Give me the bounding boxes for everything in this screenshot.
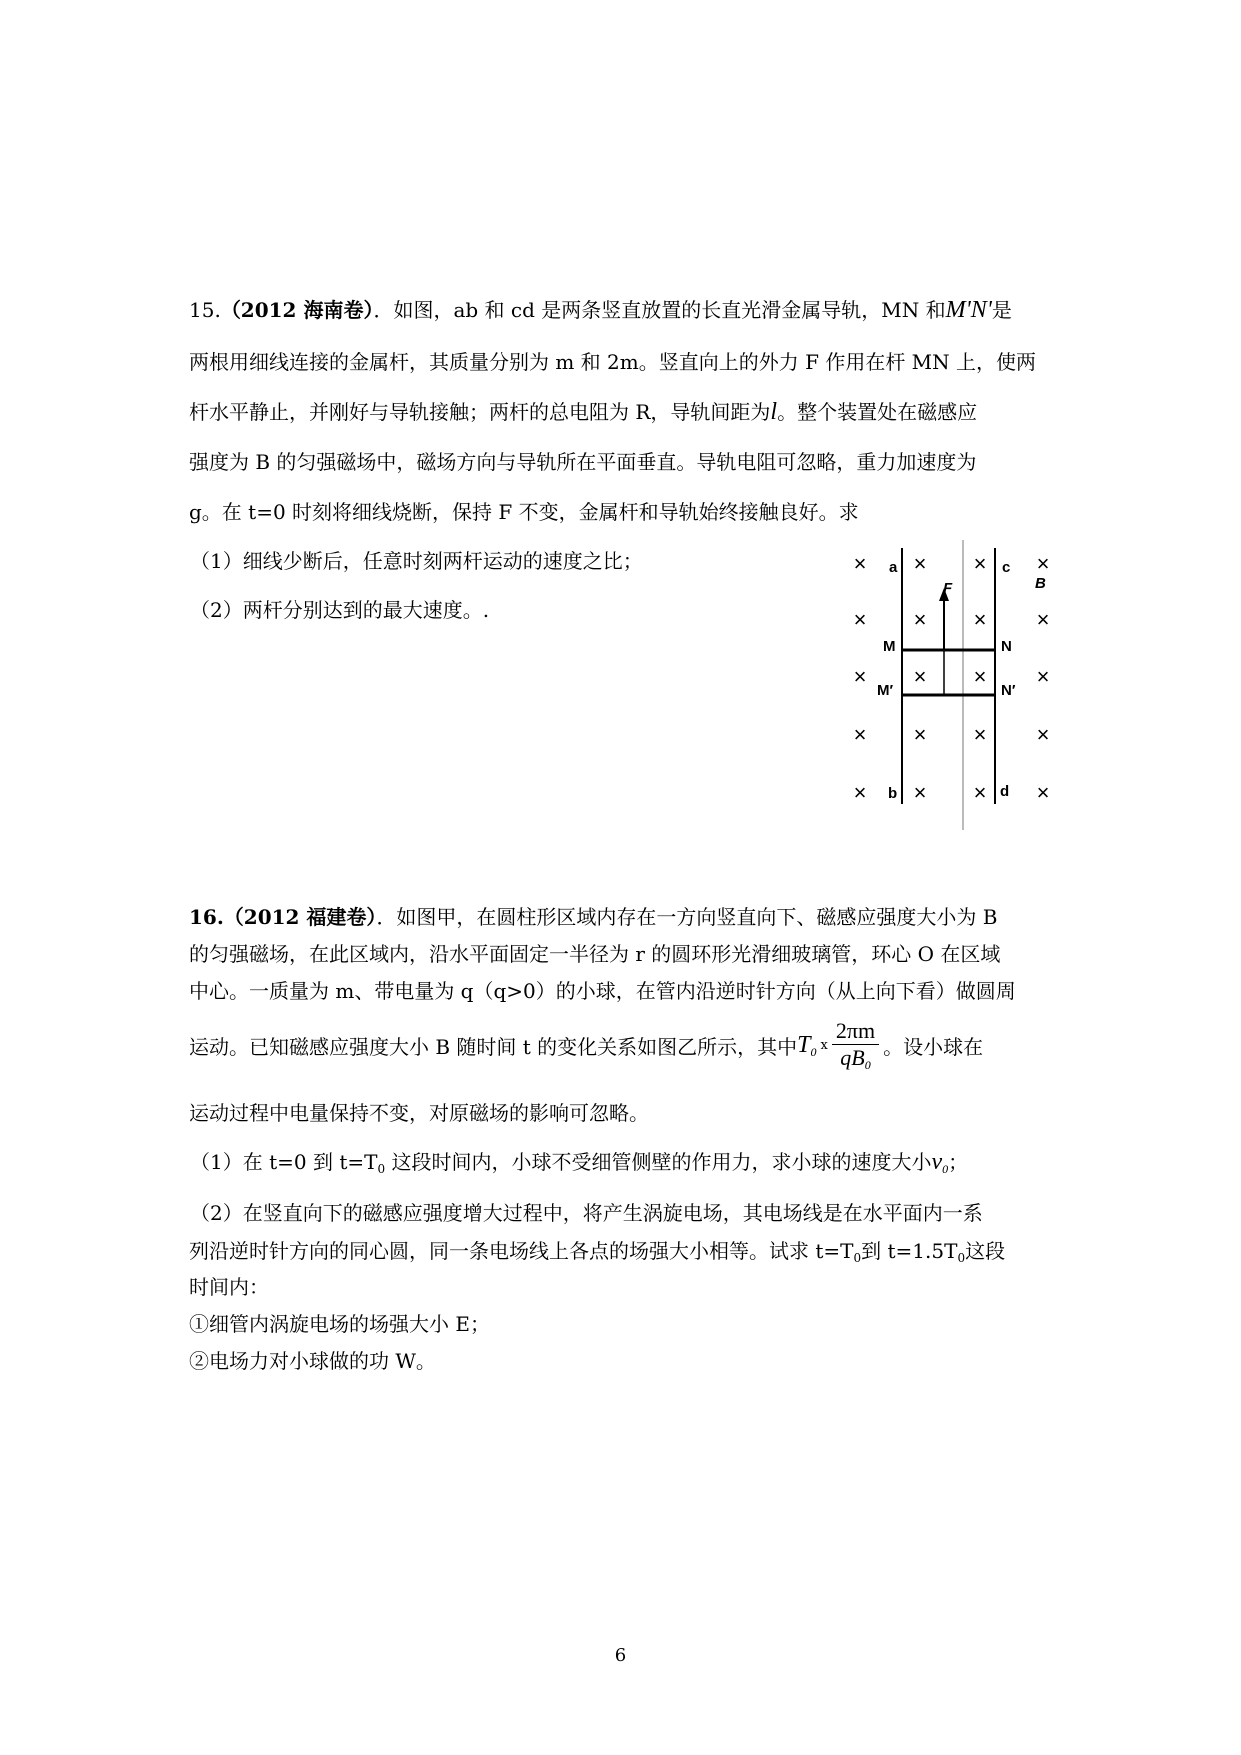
- q16-intro: ．如图甲，在圆柱形区域内存在一方向竖直向下、磁感应强度大小为 B: [376, 905, 998, 929]
- x-mark: ×: [853, 664, 867, 689]
- q15-line-5: g。在 t=0 时刻将细线烧断，保持 F 不变，金属杆和导轨始终接触良好。求: [189, 500, 859, 524]
- q15-line-1: [189, 294, 1012, 324]
- q16-line-4a: 运动。已知磁感应强度大小 B 随时间 t 的变化关系如图乙所示，其中: [189, 1035, 798, 1059]
- label-c: c: [1002, 559, 1011, 576]
- x-mark: ×: [1036, 722, 1050, 747]
- x-mark: ×: [1036, 551, 1050, 576]
- x-mark: ×: [853, 780, 867, 805]
- q15-l-symbol: l: [770, 399, 778, 425]
- label-b: b: [888, 785, 898, 802]
- x-mark: ×: [1036, 780, 1050, 805]
- q16-line-5: 运动过程中电量保持不变，对原磁场的影响可忽略。: [189, 1101, 649, 1125]
- x-mark: ×: [913, 607, 927, 632]
- label-n-prime: N′: [1001, 682, 1016, 699]
- label-b-field: B: [1035, 575, 1046, 592]
- x-mark: ×: [1036, 664, 1050, 689]
- x-mark: ×: [853, 607, 867, 632]
- x-mark: ×: [973, 780, 987, 805]
- q16-part-1: （1）在 t=0 到 $t=T_0$ 这段时间内，小球不受细管侧壁的作用力，求小球的速度大小$v_0$；: [190, 1149, 969, 1176]
- q16-line-4b: 。设小球在: [883, 1035, 984, 1059]
- q16-line-1: [189, 901, 998, 930]
- x-mark: ×: [973, 551, 987, 576]
- q16-sub-ii: ②电场力对小球做的功 W。: [189, 1349, 436, 1373]
- q15-line-3: [189, 396, 977, 426]
- q15-line-4: 强度为 B 的匀强磁场中，磁场方向与导轨所在平面垂直。导轨电阻可忽略，重力加速度为: [189, 450, 977, 474]
- equal-glyph: ⅹ: [820, 1038, 828, 1053]
- q15-source: （2012 海南卷）: [220, 298, 374, 322]
- x-mark: ×: [973, 607, 987, 632]
- q16-part-2-line-2: 列沿逆时针方向的同心圆，同一条电场线上各点的场强大小相等。试求 $t=T_0$到 $t=1.5T_0$这段: [189, 1239, 1006, 1265]
- label-m-prime: M′: [877, 682, 894, 699]
- x-mark: ×: [853, 551, 867, 576]
- q15-intro: ．如图，ab 和 cd 是两条竖直放置的长直光滑金属导轨，MN 和: [373, 298, 946, 322]
- q15-part-1: （1）细线少断后，任意时刻两杆运动的速度之比；: [190, 549, 643, 573]
- x-mark: ×: [913, 664, 927, 689]
- page-number: 6: [614, 1645, 627, 1666]
- v0-symbol: $v_0$: [931, 1149, 949, 1176]
- period-fraction: $\frac{2\pi m}{qB_0}$: [832, 1018, 879, 1073]
- q15-mn-prime: M'N': [945, 297, 992, 323]
- label-f: F: [943, 580, 953, 597]
- q16-sub-i: ①细管内涡旋电场的场强大小 E；: [189, 1312, 490, 1336]
- x-mark: ×: [973, 722, 987, 747]
- x-mark: ×: [913, 551, 927, 576]
- label-a: a: [889, 559, 898, 576]
- label-d: d: [1000, 783, 1010, 800]
- q16-number: 16.: [189, 905, 224, 929]
- x-mark: ×: [1036, 607, 1050, 632]
- q15-line-3b: 。整个装置处在磁感应: [777, 400, 978, 424]
- x-mark: ×: [973, 664, 987, 689]
- q16-part-2-line-3: 时间内：: [189, 1275, 269, 1299]
- q16-line-3: 中心。一质量为 m、带电量为 q（q>0）的小球，在管内沿逆时针方向（从上向下看）做圆周: [189, 979, 1016, 1003]
- q15-number: 15.: [189, 298, 221, 322]
- x-mark: ×: [913, 780, 927, 805]
- q15-rails-figure: [845, 538, 1075, 838]
- q16-line-2: 的匀强磁场，在此区域内，沿水平面固定一半径为 r 的圆环形光滑细玻璃管，环心 O 在区域: [189, 942, 1001, 966]
- label-m: M: [883, 638, 896, 655]
- q16-line-4: [189, 1018, 983, 1073]
- q15-part-2: （2）两杆分别达到的最大速度。.: [190, 598, 490, 622]
- x-mark: ×: [913, 722, 927, 747]
- label-n: N: [1001, 638, 1012, 655]
- q16-part-2-line-1: （2）在竖直向下的磁感应强度增大过程中，将产生涡旋电场，其电场线是在水平面内一系: [190, 1201, 983, 1225]
- q16-source: （2012 福建卷）: [223, 905, 377, 929]
- t0-symbol: $T_0$: [797, 1031, 817, 1059]
- q15-line-3a: 杆水平静止，并刚好与导轨接触；两杆的总电阻为 R，导轨间距为: [189, 400, 771, 424]
- q15-tail1: 是: [991, 298, 1012, 322]
- x-mark: ×: [853, 722, 867, 747]
- q15-line-2: 两根用细线连接的金属杆，其质量分别为 m 和 2m。竖直向上的外力 F 作用在杆 MN 上，使两: [189, 350, 1037, 374]
